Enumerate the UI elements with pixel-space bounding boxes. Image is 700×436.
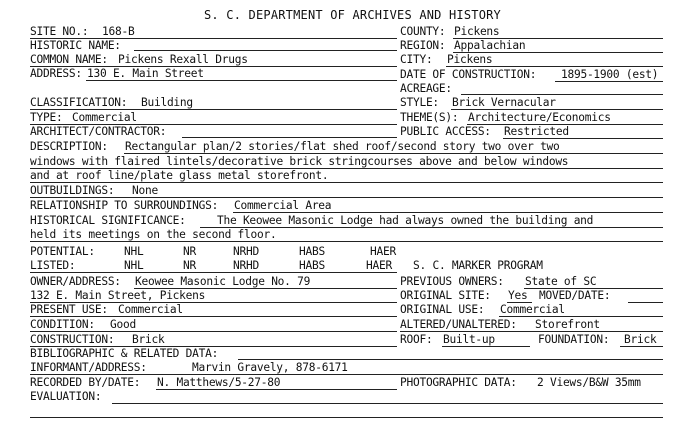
classification-value: Building: [141, 96, 193, 109]
row-rule: [30, 66, 397, 67]
description-line-3: and at roof line/plate glass metal storefront.: [30, 169, 329, 182]
significance-line-2: held its meetings on the second floor.: [30, 228, 277, 241]
moved-date-field-line: [628, 302, 663, 303]
address-field-line: [86, 80, 397, 81]
roof-label: ROOF:: [400, 333, 433, 346]
row-rule: [30, 331, 397, 332]
row-rule: [30, 182, 663, 183]
architect-field-line: [182, 137, 397, 138]
listed-nhl: NHL: [124, 259, 144, 272]
recorded-by-value: N. Matthews/5-27-80: [157, 376, 281, 389]
recorded-field-line: [156, 389, 397, 390]
informant-label: INFORMANT/ADDRESS:: [30, 361, 147, 374]
potential-nr: NR: [183, 245, 196, 258]
condition-value: Good: [110, 318, 136, 331]
foundation-field-line: [620, 346, 663, 347]
potential-label: POTENTIAL:: [30, 245, 95, 258]
row-rule: [30, 241, 663, 242]
surroundings-label: RELATIONSHIP TO SURROUNDINGS:: [30, 199, 219, 212]
row-rule: [124, 153, 663, 154]
present-use-value: Commercial: [118, 303, 183, 316]
outbuildings-value: None: [132, 184, 158, 197]
listed-haer: HAER: [366, 259, 392, 272]
construction-label: CONSTRUCTION:: [30, 333, 115, 346]
foundation-label: FOUNDATION:: [538, 333, 610, 346]
public-access-value: Restricted: [504, 125, 569, 138]
bibliographic-field-line: [238, 359, 663, 360]
date-field-line: [555, 81, 663, 82]
altered-label: ALTERED/UNALTERED:: [400, 318, 517, 331]
themes-value: Architecture/Economics: [468, 111, 611, 124]
county-value: Pickens: [454, 25, 500, 38]
access-field-line: [503, 138, 663, 139]
themes-label: THEME(S):: [400, 111, 459, 124]
significance-line-1: The Keowee Masonic Lodge had always owned the building and: [217, 214, 594, 227]
listed-nr: NR: [183, 259, 196, 272]
address-value: 130 E. Main Street: [87, 67, 204, 80]
construction-date-label: DATE OF CONSTRUCTION:: [400, 68, 537, 81]
potential-haer: HAER: [370, 245, 396, 258]
original-use-field-line: [499, 316, 663, 317]
style-value: Brick Vernacular: [452, 96, 556, 109]
region-label: REGION:: [400, 39, 446, 52]
photographic-value: 2 Views/B&W 35mm: [537, 376, 641, 389]
marker-program-heading: S. C. MARKER PROGRAM: [413, 259, 543, 272]
county-label: COUNTY:: [400, 25, 446, 38]
bibliographic-label: BIBLIOGRAPHIC & RELATED DATA:: [30, 347, 219, 360]
foundation-value: Brick: [624, 333, 657, 346]
description-label: DESCRIPTION:: [30, 140, 108, 153]
type-label: TYPE:: [30, 111, 63, 124]
row-rule: [30, 197, 663, 198]
description-line-1: Rectangular plan/2 stories/flat shed roof/second story two over two: [125, 140, 560, 153]
roof-field-line: [442, 346, 530, 347]
roof-value: Built-up: [443, 333, 495, 346]
condition-label: CONDITION:: [30, 318, 95, 331]
historic-name-label: HISTORIC NAME:: [30, 39, 121, 52]
type-value: Commercial: [72, 111, 137, 124]
acreage-field-line: [461, 94, 663, 95]
city-label: CITY:: [400, 53, 433, 66]
moved-date-label: MOVED/DATE:: [539, 289, 611, 302]
photographic-label: PHOTOGRAPHIC DATA:: [400, 376, 517, 389]
owner-line-1: Keowee Masonic Lodge No. 79: [135, 275, 311, 288]
city-value: Pickens: [447, 53, 493, 66]
site-no-label: SITE NO.:: [30, 25, 89, 38]
previous-owners-label: PREVIOUS OWNERS:: [400, 275, 504, 288]
potential-nrhd: NRHD: [233, 245, 259, 258]
evaluation-label: EVALUATION:: [30, 390, 102, 403]
public-access-label: PUBLIC ACCESS:: [400, 125, 491, 138]
altered-value: Storefront: [535, 318, 600, 331]
acreage-label: ACREAGE:: [400, 82, 452, 95]
listed-nrhd: NRHD: [233, 259, 259, 272]
evaluation-field-line: [112, 403, 663, 404]
potential-nhl: NHL: [124, 245, 144, 258]
construction-date-value: 1895-1900 (est): [561, 68, 659, 81]
significance-label: HISTORICAL SIGNIFICANCE:: [30, 214, 186, 227]
row-rule: [400, 331, 663, 332]
listed-habs: HABS: [299, 259, 325, 272]
present-use-label: PRESENT USE:: [30, 303, 108, 316]
form-title: S. C. DEPARTMENT OF ARCHIVES AND HISTORY: [204, 8, 501, 22]
surroundings-value: Commercial Area: [234, 199, 332, 212]
classification-label: CLASSIFICATION:: [30, 96, 128, 109]
listed-label: LISTED:: [30, 259, 76, 272]
address-label: ADDRESS:: [30, 67, 82, 80]
potential-habs: HABS: [299, 245, 325, 258]
previous-owners-value: State of SC: [525, 275, 597, 288]
city-field-line: [446, 66, 663, 67]
region-value: Appalachian: [454, 39, 526, 52]
site-no-value: 168-B: [102, 25, 135, 38]
original-site-label: ORIGINAL SITE:: [400, 289, 491, 302]
original-use-label: ORIGINAL USE:: [400, 303, 485, 316]
row-rule: [30, 109, 397, 110]
common-name-value: Pickens Rexall Drugs: [118, 53, 248, 66]
style-field-line: [451, 109, 663, 110]
row-rule: [30, 272, 397, 273]
architect-label: ARCHITECT/CONTRACTOR:: [30, 125, 167, 138]
historic-name-field-line: [134, 50, 397, 51]
row-rule: [30, 374, 663, 375]
informant-value: Marvin Gravely, 878-6171: [192, 361, 348, 374]
row-rule: [233, 212, 663, 213]
outbuildings-label: OUTBUILDINGS:: [30, 184, 115, 197]
recorded-by-label: RECORDED BY/DATE:: [30, 376, 141, 389]
row-rule: [30, 316, 397, 317]
original-use-value: Commercial: [500, 303, 565, 316]
row-rule: [30, 417, 663, 418]
common-name-label: COMMON NAME:: [30, 53, 108, 66]
owner-label: OWNER/ADDRESS:: [30, 275, 121, 288]
construction-value: Brick: [132, 333, 165, 346]
owner-line-2: 132 E. Main Street, Pickens: [30, 289, 206, 302]
description-line-2: windows with flaired lintels/decorative brick stringcourses above and below windows: [30, 155, 569, 168]
original-site-value: Yes: [508, 289, 528, 302]
style-label: STYLE:: [400, 96, 439, 109]
